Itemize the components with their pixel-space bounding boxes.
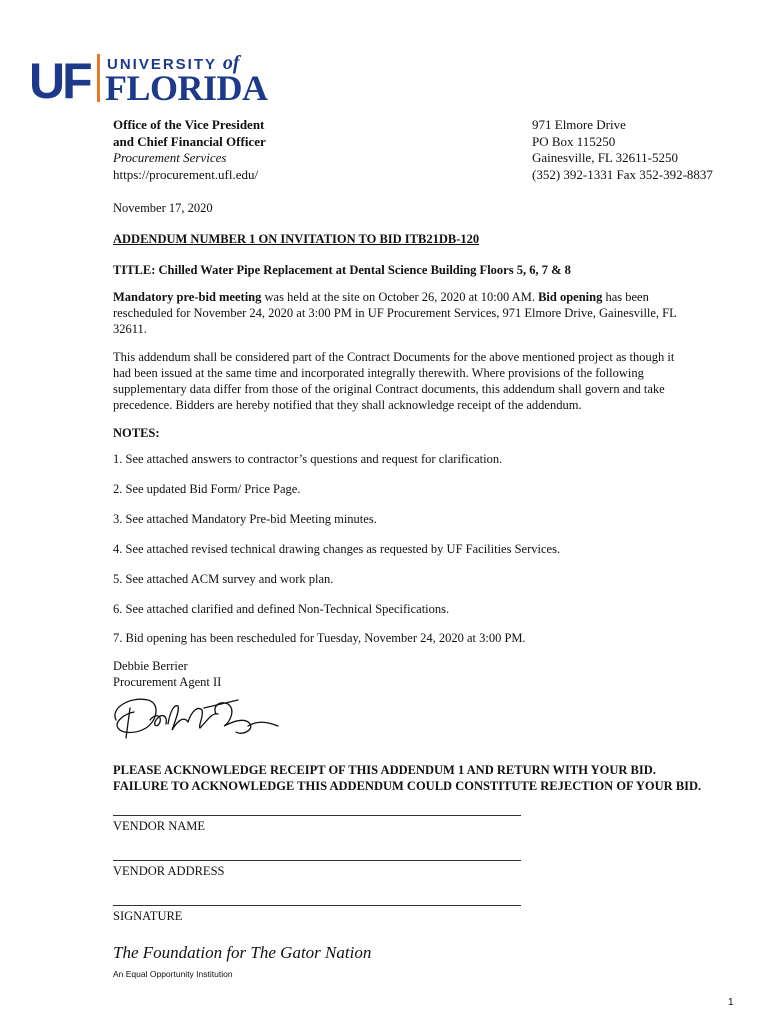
logo-divider — [97, 54, 100, 102]
sender-block — [113, 117, 413, 183]
office-line-1: Office of the Vice President — [113, 117, 265, 132]
equal-opportunity-text: An Equal Opportunity Institution — [113, 969, 233, 979]
letter-date: November 17, 2020 — [113, 201, 213, 215]
vendor-name-label: VENDOR NAME — [113, 819, 206, 833]
note-item: 6. See attached clarified and defined Non-Technical Specifications. — [113, 602, 450, 616]
signature-line[interactable] — [113, 905, 521, 906]
footer-motto: The Foundation for The Gator Nation — [113, 943, 372, 962]
po-box: PO Box 115250 — [532, 133, 616, 149]
project-title: TITLE: Chilled Water Pipe Replacement at Dental Science Building Floors 5, 6, 7 & 8 — [113, 263, 571, 277]
website-link[interactable]: https://procurement.ufl.edu/ — [113, 166, 259, 182]
addendum-paragraph: This addendum shall be considered part of the Contract Documents for the above mentioned project as though it had been issued at the same time and incorporated integrally therewith. Where provisions of the following supplementary data differ from those of the original Contract documents, this addendum shall govern and take precedence. Bidders are hereby notified that they shall acknowledge receipt of the addendum. — [113, 350, 675, 412]
note-item: 3. See attached Mandatory Pre-bid Meeting minutes. — [113, 512, 377, 526]
handwritten-signature — [108, 690, 288, 745]
meeting-paragraph: Mandatory pre-bid meeting was held at the site on October 26, 2020 at 10:00 AM. Bid opening has been rescheduled for November 24, 2020 at 3:00 PM in UF Procurement Services, 971 Elmore Drive, Gainesville, FL 32611. — [113, 290, 677, 336]
note-item: 5. See attached ACM survey and work plan. — [113, 572, 334, 586]
address-block — [532, 117, 757, 183]
note-item: 1. See attached answers to contractor’s questions and request for clarification. — [113, 452, 503, 466]
street-address: 971 Elmore Drive — [532, 117, 626, 132]
vendor-address-line[interactable] — [113, 860, 521, 861]
signer-name: Debbie Berrier — [113, 659, 188, 673]
addendum-heading: ADDENDUM NUMBER 1 ON INVITATION TO BID ITB21DB-120 — [113, 232, 480, 246]
signer-title: Procurement Agent II — [113, 675, 222, 689]
vendor-address-label: VENDOR ADDRESS — [113, 864, 225, 878]
uf-logo-mark: UF — [29, 53, 90, 109]
logo-university-text: UNIVERSITY of — [107, 52, 240, 74]
notes-heading: NOTES: — [113, 426, 160, 440]
note-item: 7. Bid opening has been rescheduled for Tuesday, November 24, 2020 at 3:00 PM. — [113, 631, 526, 645]
note-item: 2. See updated Bid Form/ Price Page. — [113, 482, 301, 496]
uf-logo — [29, 50, 268, 109]
acknowledge-line-1: PLEASE ACKNOWLEDGE RECEIPT OF THIS ADDENDUM 1 AND RETURN WITH YOUR BID. — [113, 763, 656, 777]
signature-label: SIGNATURE — [113, 909, 183, 923]
office-line-2: and Chief Financial Officer — [113, 133, 266, 149]
page-number: 1 — [728, 997, 734, 1008]
phone-fax: (352) 392-1331 Fax 352-392-8837 — [532, 166, 713, 182]
city-state-zip: Gainesville, FL 32611-5250 — [532, 150, 678, 165]
acknowledge-line-2: FAILURE TO ACKNOWLEDGE THIS ADDENDUM COULD CONSTITUTE REJECTION OF YOUR BID. — [113, 779, 702, 793]
logo-florida-text: FLORIDA — [105, 68, 268, 108]
department: Procurement Services — [113, 150, 227, 165]
note-item: 4. See attached revised technical drawing changes as requested by UF Facilities Services. — [113, 542, 561, 556]
vendor-name-line[interactable] — [113, 815, 521, 816]
